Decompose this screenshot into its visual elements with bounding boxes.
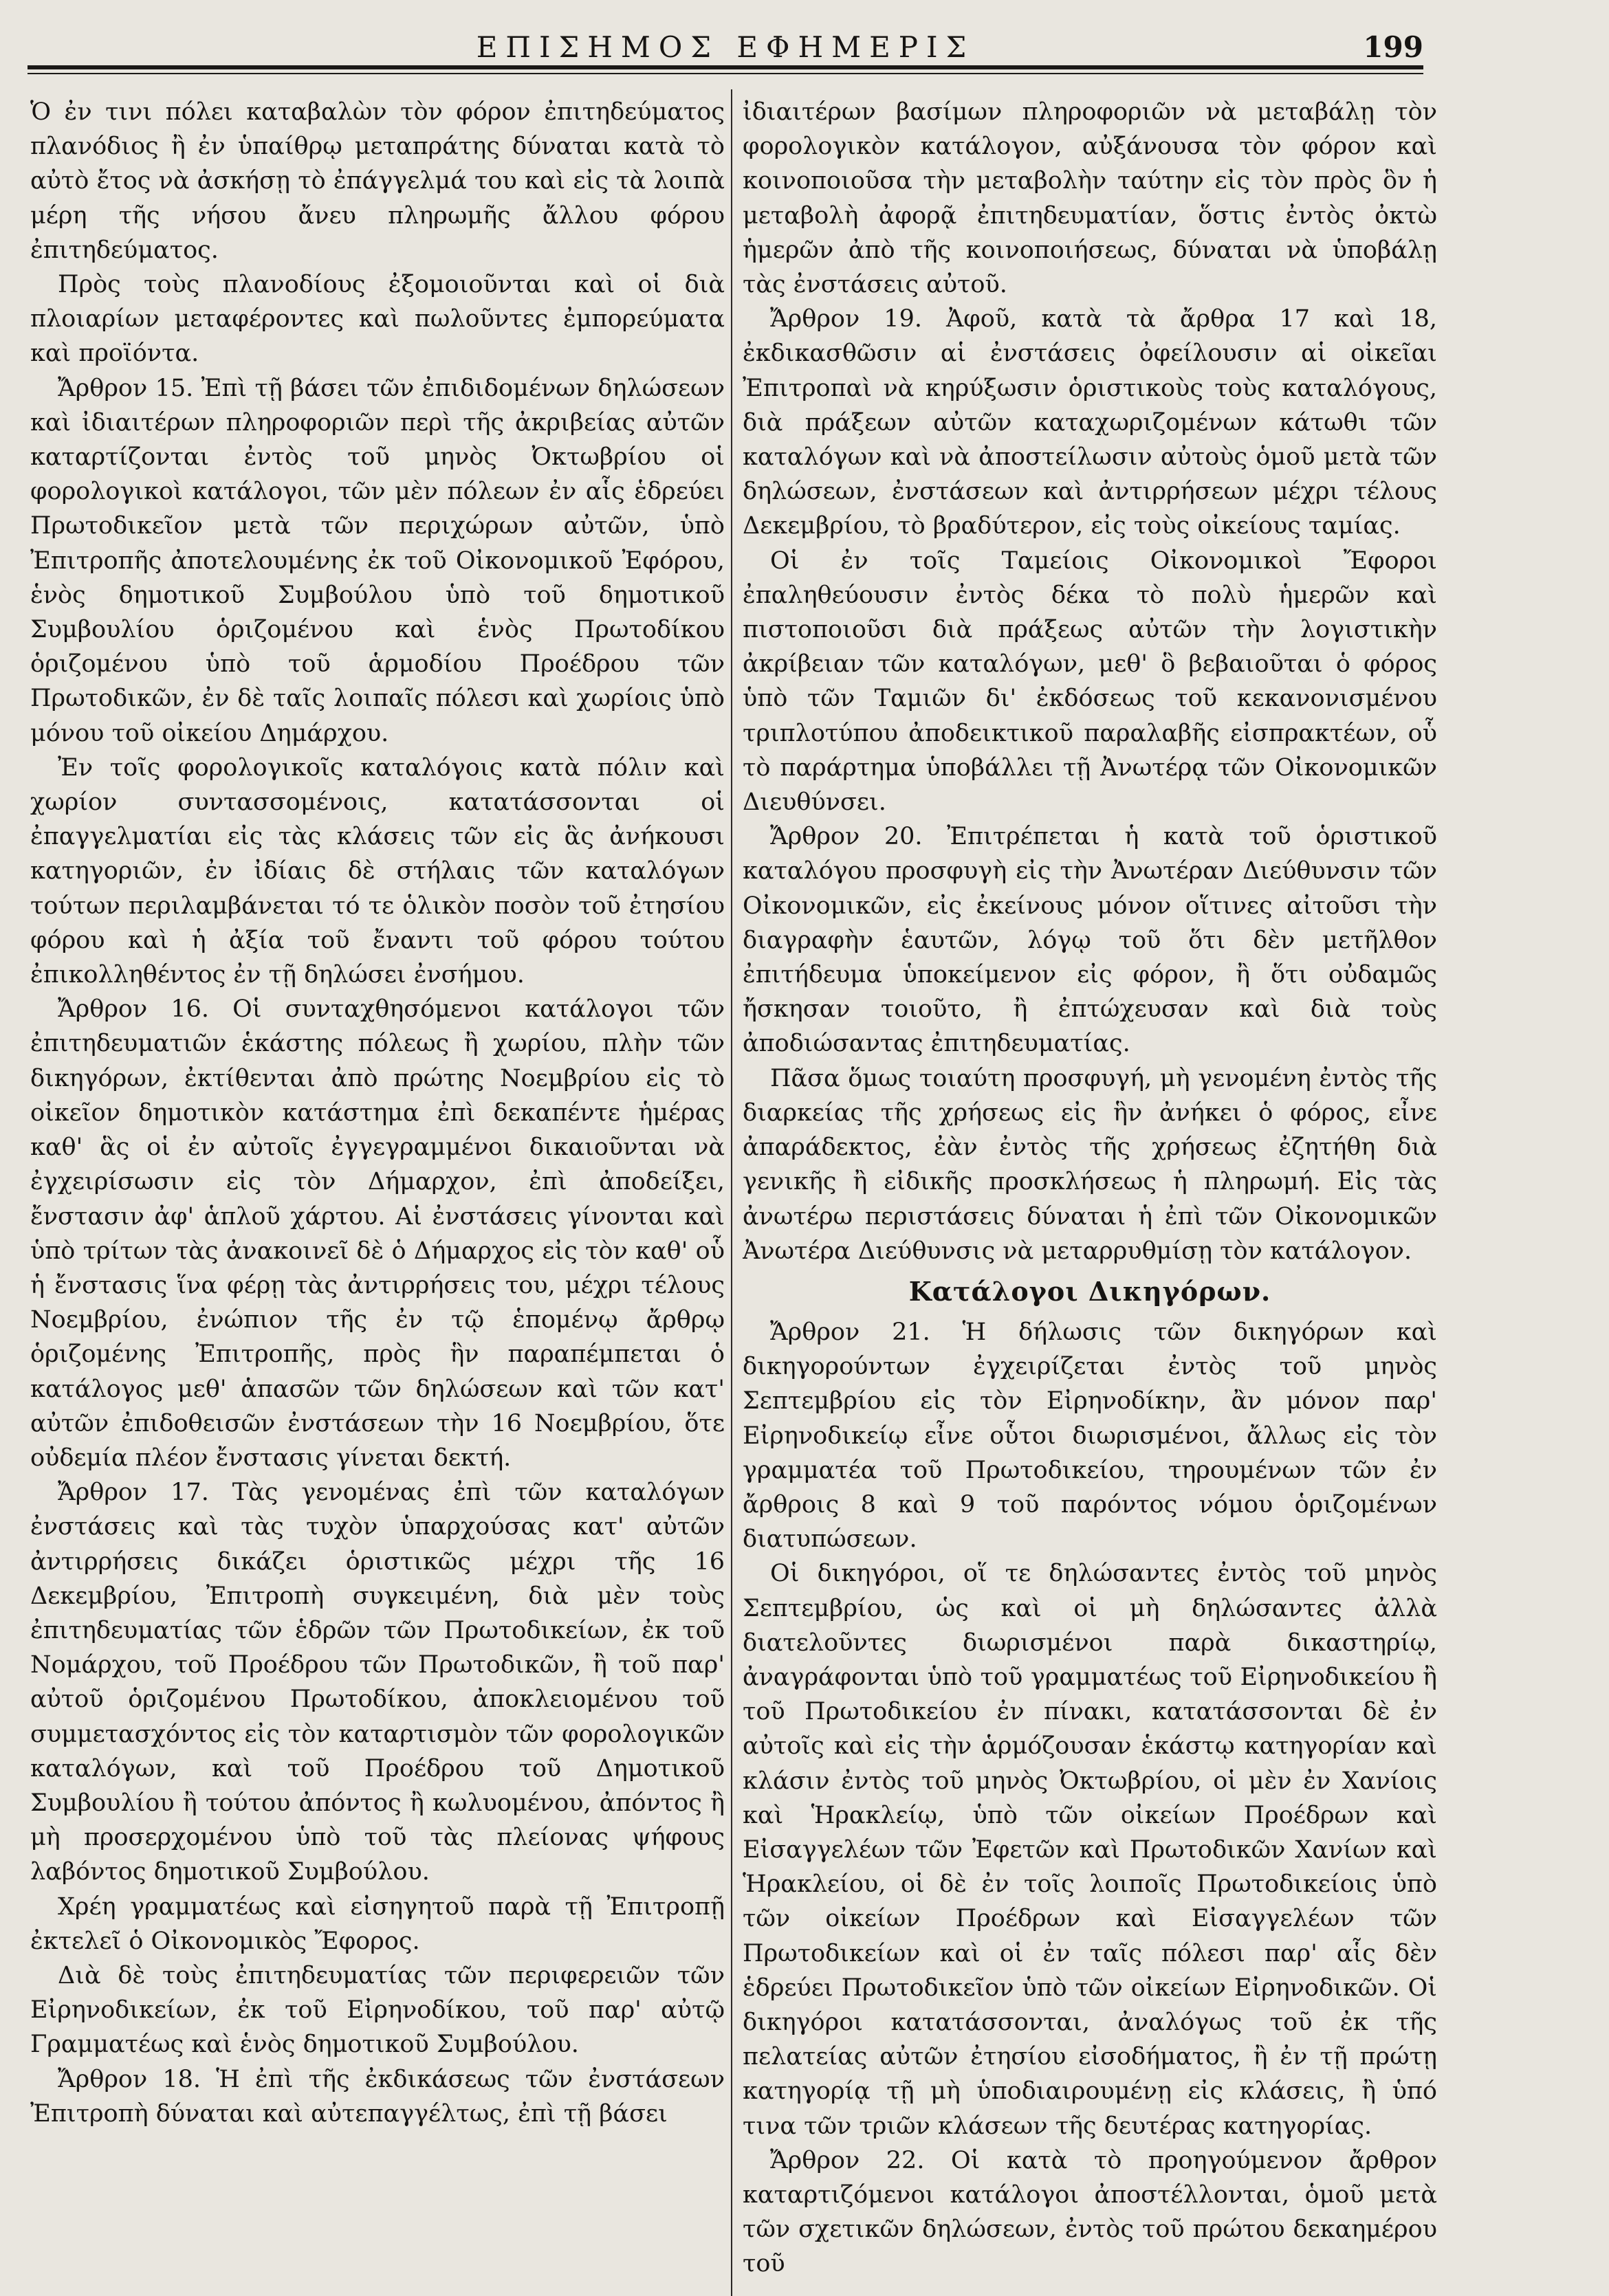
paragraph-appeal: Πᾶσα ὅμως τοιαύτη προσφυγή, μὴ γενομένη ἐντὸς τῆς διαρκείας τῆς χρήσεως εἰς ἣν ἀνήκει ὁ φόρος, εἶνε ἀπαράδεκτος, ἐὰν ἐντὸς τῆς χρήσεως ἐζητήθη διὰ γενικῆς ἢ εἰδικῆς προσκλήσεως ἡ πληρωμή. Εἰς τὰς ἀνωτέρω περιστάσεις δύναται ἡ ἐπὶ τῶν Οἰκονομικῶν Ἀνωτέρα Διεύθυνσις νὰ μεταρρυθμίσῃ τὸν κατάλογον. xyxy=(743,1064,1437,1265)
paragraph-article-17: Ἄρθρον 17. Τὰς γενομένας ἐπὶ τῶν καταλόγων ἐνστάσεις καὶ τὰς τυχὸν ὑπαρχούσας κατ' αὐτῶν ἀντιρρήσεις δικάζει ὁριστικῶς μέχρι τῆς 16 Δεκεμβρίου, Ἐπιτροπὴ συγκειμένη, διὰ μὲν τοὺς ἐπιτηδευματίας τῶν ἑδρῶν τῶν Πρωτοδικείων, ἐκ τοῦ Νομάρχου, τοῦ Προέδρου τῶν Πρωτοδικῶν, ἢ τοῦ παρ' αὐτοῦ ὁριζομένου Πρωτοδίκου, ἀποκλειομένου τοῦ συμμετασχόντος εἰς τὸν καταρτισμὸν τῶν φορολογικῶν καταλόγων, καὶ τοῦ Προέδρου τοῦ Δημοτικοῦ Συμβουλίου ἢ τούτου ἀπόντος ἢ κωλυομένου, ἀπόντος ἢ μὴ προσερχομένου ὑπὸ τοῦ τὰς πλείονας ψήφους λαβόντος δημοτικοῦ Συμβούλου. xyxy=(30,1479,725,1886)
left-column xyxy=(30,95,725,2295)
paragraph-lawyers-listing: Οἱ δικηγόροι, οἵ τε δηλώσαντες ἐντὸς τοῦ μηνὸς Σεπτεμβρίου, ὡς καὶ οἱ μὴ δηλώσαντες ἀλλὰ διατελοῦντες διωρισμένοι παρὰ δικαστηρίῳ, ἀναγράφονται ὑπὸ τοῦ γραμματέως τοῦ Εἰρηνοδικείου ἢ τοῦ Πρωτοδικείου ἐν πίνακι, κατατάσσονται δὲ ἐν αὐτοῖς καὶ εἰς τὴν ἁρμόζουσαν ἑκάστῳ κατηγορίαν καὶ κλάσιν ἐντὸς τοῦ μηνὸς Ὀκτωβρίου, οἱ μὲν ἐν Χανίοις καὶ Ἡρακλείῳ, ὑπὸ τῶν οἰκείων Προέδρων καὶ Εἰσαγγελέων τῶν Ἐφετῶν καὶ Πρωτοδικῶν Χανίων καὶ Ἡρακλείου, οἱ δὲ ἐν τοῖς λοιποῖς Πρωτοδικείοις ὑπὸ τῶν οἰκείων Προέδρων καὶ Εἰσαγγελέων τῶν Πρωτοδικείων καὶ οἱ ἐν ταῖς πόλεσι παρ' αἷς δὲν ἑδρεύει Πρωτοδικεῖον ὑπὸ τῶν οἰκείων Εἰρηνοδικῶν. Οἱ δικηγόροι κατατάσσονται, ἀναλόγως τοῦ ἐκ τῆς πελατείας αὐτῶν ἐτησίου εἰσοδήματος, ἢ ἐν τῇ πρώτῃ κατηγορίᾳ τῇ μὴ ὑποδιαιρουμένῃ εἰς κλάσεις, ἢ ὑπό τινα τῶν τριῶν κλάσεων τῆς δευτέρας κατηγορίας. xyxy=(743,1560,1437,2140)
paragraph-article-19: Ἄρθρον 19. Ἀφοῦ, κατὰ τὰ ἄρθρα 17 καὶ 18, ἐκδικασθῶσιν αἱ ἐνστάσεις ὀφείλουσιν αἱ οἰκεῖαι Ἐπιτροπαὶ νὰ κηρύξωσιν ὁριστικοὺς τοὺς καταλόγους, διὰ πράξεων αὐτῶν καταχωριζομένων κάτωθι τῶν καταλόγων καὶ νὰ ἀποστείλωσιν αὐτοὺς ὁμοῦ μετὰ τῶν δηλώσεων, ἐνστάσεων καὶ ἀντιρρήσεων μέχρι τέλους Δεκεμβρίου, τὸ βραδύτερον, εἰς τοὺς οἰκείους ταμίας. xyxy=(743,305,1437,540)
paragraph-article-18: Ἄρθρον 18. Ἡ ἐπὶ τῆς ἐκδικάσεως τῶν ἐνστάσεων Ἐπιτροπὴ δύναται καὶ αὐτεπαγγέλτως, ἐπὶ τῇ βάσει xyxy=(30,2065,725,2128)
paragraph-tax-lists: Ἐν τοῖς φορολογικοῖς καταλόγοις κατὰ πόλιν καὶ χωρίον συντασσομένοις, κατατάσσονται οἱ ἐπαγγελματίαι εἰς τὰς κλάσεις τῶν εἰς ἃς ἀνήκουσι κατηγοριῶν, ἐν ἰδίαις δὲ στήλαις τῶν καταλόγων τούτων περιλαμβάνεται τό τε ὁλικὸν ποσὸν τοῦ ἐτησίου φόρου καὶ ἡ ἀξία τοῦ ἔναντι τοῦ φόρου τούτου ἐπικολληθέντος ἐν τῇ δηλώσει ἐνσήμου. xyxy=(30,753,725,989)
page-number: 199 xyxy=(1363,30,1423,64)
paragraph-peddlers: Ὁ ἐν τινι πόλει καταβαλὼν τὸν φόρον ἐπιτηδεύματος πλανόδιος ἢ ἐν ὑπαίθρῳ μεταπράτης δύναται κατὰ τὸ αὐτὸ ἔτος νὰ ἀσκήσῃ τὸ ἐπάγγελμά του καὶ εἰς τὰ λοιπὰ μέρη τῆς νήσου ἄνευ πληρωμῆς ἄλλου φόρου ἐπιτηδεύματος. xyxy=(30,98,725,264)
paragraph-ephors: Οἱ ἐν τοῖς Ταμείοις Οἰκονομικοὶ Ἔφοροι ἐπαληθεύουσιν ἐντὸς δέκα τὸ πολὺ ἡμερῶν καὶ πιστοποιοῦσι διὰ πράξεως αὐτῶν τὴν λογιστικὴν ἀκρίβειαν τῶν καταλόγων, μεθ' ὃ βεβαιοῦται ὁ φόρος ὑπὸ τῶν Ταμιῶν δι' ἐκδόσεως τοῦ κεκανονισμένου τριπλοτύπου ἀποδεικτικοῦ παραλαβῆς εἰσπρακτέων, οὗ τὸ παράρτημα ὑποβάλλει τῇ Ἀνωτέρᾳ τῶν Οἰκονομικῶν Διευθύνσει. xyxy=(743,547,1437,817)
paragraph-article-20: Ἄρθρον 20. Ἐπιτρέπεται ἡ κατὰ τοῦ ὁριστικοῦ καταλόγου προσφυγὴ εἰς τὴν Ἀνωτέραν Διεύθυνσιν τῶν Οἰκονομικῶν, εἰς ἐκείνους μόνον οἵτινες αἰτοῦσι τὴν διαγραφὴν ἑαυτῶν, λόγῳ τοῦ ὅτι δὲν μετῆλθον ἐπιτήδευμα ὑποκείμενον εἰς φόρον, ἢ ὅτι οὐδαμῶς ἤσκησαν τοιοῦτο, ἢ ἐπτώχευσαν καὶ διὰ τοὺς ἀποδιώσαντας ἐπιτηδευματίας. xyxy=(743,823,1437,1058)
paragraph-article-15: Ἄρθρον 15. Ἐπὶ τῇ βάσει τῶν ἐπιδιδομένων δηλώσεων καὶ ἰδιαιτέρων πληροφοριῶν περὶ τῆς ἀκριβείας αὐτῶν καταρτίζονται ἐντὸς τοῦ μηνὸς Ὀκτωβρίου οἱ φορολογικοὶ κατάλογοι, τῶν μὲν πόλεων ἐν αἷς ἑδρεύει Πρωτοδικεῖον μετὰ τῶν περιχώρων αὐτῶν, ὑπὸ Ἐπιτροπῆς ἀποτελουμένης ἐκ τοῦ Οἰκονομικοῦ Ἐφόρου, ἑνὸς δημοτικοῦ Συμβούλου ὑπὸ τοῦ δημοτικοῦ Συμβουλίου ὁριζομένου καὶ ἑνὸς Πρωτοδίκου ὁριζομένου ὑπὸ τοῦ ἁρμοδίου Προέδρου τῶν Πρωτοδικῶν, ἐν δὲ ταῖς λοιπαῖς πόλεσι καὶ χωρίοις ὑπὸ μόνου τοῦ οἰκείου Δημάρχου. xyxy=(30,374,725,747)
column-divider xyxy=(731,89,732,2296)
paragraph-article-22: Ἄρθρον 22. Οἱ κατὰ τὸ προηγούμενον ἄρθρον καταρτιζόμενοι κατάλογοι ἀποστέλλονται, ὁμοῦ μετὰ τῶν σχετικῶν δηλώσεων, ἐντὸς τοῦ πρώτου δεκαημέρου τοῦ xyxy=(743,2146,1437,2278)
paragraph-peace-courts: Διὰ δὲ τοὺς ἐπιτηδευματίας τῶν περιφερειῶν τῶν Εἰρηνοδικείων, ἐκ τοῦ Εἰρηνοδίκου, τοῦ παρ' αὐτῷ Γραμματέως καὶ ἑνὸς δημοτικοῦ Συμβούλου. xyxy=(30,1961,725,2059)
paragraph-article-16: Ἄρθρον 16. Οἱ συνταχθησόμενοι κατάλογοι τῶν ἐπιτηδευματιῶν ἑκάστης πόλεως ἢ χωρίου, πλὴν τῶν δικηγόρων, ἐκτίθενται ἀπὸ πρώτης Νοεμβρίου εἰς τὸ οἰκεῖον δημοτικὸν κατάστημα ἐπὶ δεκαπέντε ἡμέρας καθ' ἃς οἱ ἐν αὐτοῖς ἐγγεγραμμένοι δικαιοῦνται νὰ ἐγχειρίσωσιν εἰς τὸν Δήμαρχον, ἐπὶ ἀποδείξει, ἔνστασιν ἀφ' ἁπλοῦ χάρτου. Αἱ ἐνστάσεις γίνονται καὶ ὑπὸ τρίτων τὰς ἀνακοινεῖ δὲ ὁ Δήμαρχος εἰς τὸν καθ' οὗ ἡ ἔνστασις ἵνα φέρῃ τὰς ἀντιρρήσεις του, μέχρι τέλους Νοεμβρίου, ἐνώπιον τῆς ἐν τῷ ἑπομένῳ ἄρθρῳ ὁριζομένης Ἐπιτροπῆς, πρὸς ἣν παραπέμπεται ὁ κατάλογος μεθ' ἁπασῶν τῶν δηλώσεων καὶ τῶν κατ' αὐτῶν ἐπιδοθεισῶν ἐνστάσεων τὴν 16 Νοεμβρίου, ὅτε οὐδεμία πλέον ἔνστασις γίνεται δεκτή. xyxy=(30,995,725,1472)
page-header xyxy=(28,26,1423,67)
paragraph-article-18-cont: ἰδιαιτέρων βασίμων πληροφοριῶν νὰ μεταβάλῃ τὸν φορολογικὸν κατάλογον, αὐξάνουσα τὸν φόρον καὶ κοινοποιοῦσα τὴν μεταβολὴν ταύτην εἰς τὸν πρὸς ὃν ἡ μεταβολὴ ἀφορᾷ ἐπιτηδευματίαν, ὅστις ἐντὸς ὀκτὼ ἡμερῶν ἀπὸ τῆς κοινοποιήσεως, δύναται νὰ ὑποβάλῃ τὰς ἐνστάσεις αὐτοῦ. xyxy=(743,98,1437,299)
paragraph-boat-sellers: Πρὸς τοὺς πλανοδίους ἐξομοιοῦνται καὶ οἱ διὰ πλοιαρίων μεταφέροντες καὶ πωλοῦντες ἐμπορεύματα καὶ προϊόντα. xyxy=(30,271,725,368)
header-rule-thin xyxy=(28,73,1423,74)
paragraph-article-21: Ἄρθρον 21. Ἡ δήλωσις τῶν δικηγόρων καὶ δικηγορούντων ἐγχειρίζεται ἐντὸς τοῦ μηνὸς Σεπτεμβρίου εἰς τὸν Εἰρηνοδίκην, ἂν μόνον παρ' Εἰρηνοδικείῳ εἶνε οὗτοι διωρισμένοι, ἄλλως εἰς τὸν γραμματέα τοῦ Πρωτοδικείου, τηρουμένων τῶν ἐν ἄρθροις 8 καὶ 9 τοῦ παρόντος νόμου ὁριζομένων διατυπώσεων. xyxy=(743,1318,1437,1554)
right-column xyxy=(743,95,1437,2295)
header-rule-thick xyxy=(28,65,1423,69)
section-heading-lawyers: Κατάλογοι Δικηγόρων. xyxy=(908,1275,1271,1307)
publication-title: ΕΠΙΣΗΜΟΣ ΕΦΗΜΕΡΙΣ xyxy=(476,30,975,64)
paragraph-secretary: Χρέη γραμματέως καὶ εἰσηγητοῦ παρὰ τῇ Ἐπιτροπῇ ἐκτελεῖ ὁ Οἰκονομικὸς Ἔφορος. xyxy=(30,1892,725,1955)
